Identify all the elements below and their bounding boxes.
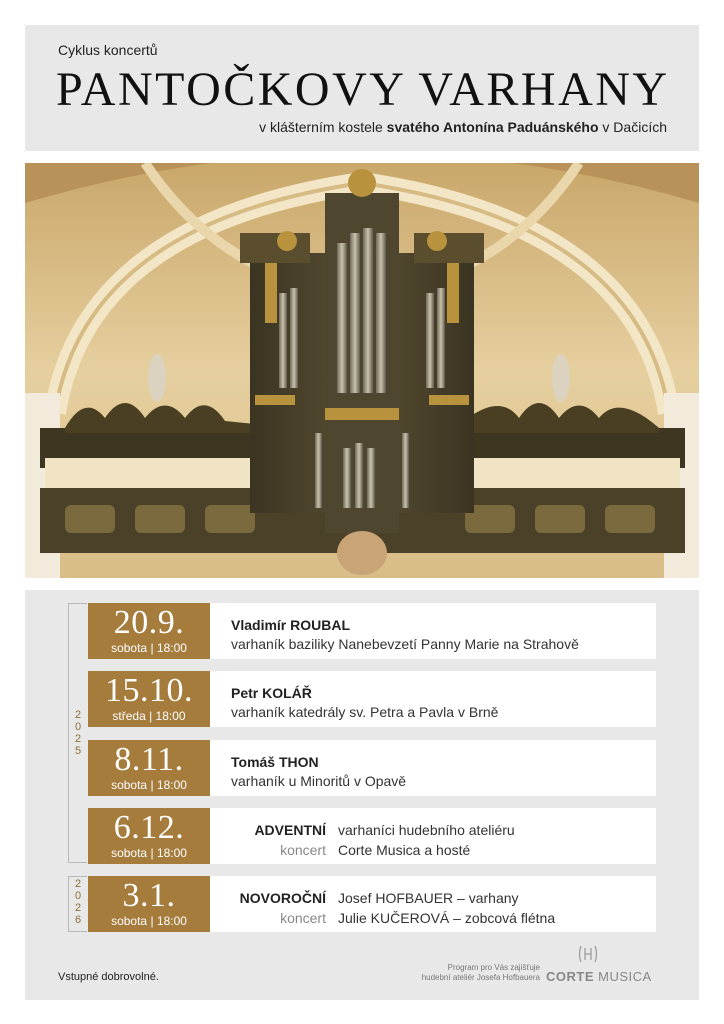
- subtitle-pre: v klášterním kostele: [259, 119, 387, 135]
- corte-musica-logo: [546, 969, 652, 984]
- subtitle: [259, 119, 667, 135]
- concert-type: NOVOROČNÍ: [239, 890, 326, 906]
- date-box: [88, 808, 210, 864]
- date-box: [88, 740, 210, 796]
- year-label-2025: [71, 709, 85, 757]
- credit-line-1: Program pro Vás zajišťuje: [447, 963, 540, 972]
- concert-row: [88, 876, 656, 932]
- concert-type-sub: koncert: [280, 842, 326, 858]
- date-box: [88, 671, 210, 727]
- organ-photo: [25, 163, 699, 578]
- page-title: PANTOČKOVY VARHANY: [56, 63, 670, 116]
- concert-type: ADVENTNÍ: [254, 822, 326, 838]
- concert-date: 20.9.: [113, 604, 185, 641]
- concert-time: středa | 18:00: [112, 709, 186, 723]
- subtitle-post: v Dačicích: [598, 119, 667, 135]
- corte-musica-logo-icon: [577, 944, 599, 969]
- performer-role: varhaník katedrály sv. Petra a Pavla v Brně: [231, 704, 499, 720]
- concert-date: 8.11.: [114, 741, 184, 778]
- concert-date: 6.12.: [113, 809, 185, 846]
- logo-rest: MUSICA: [594, 969, 652, 984]
- organizer-credit: [380, 963, 540, 983]
- performer-role: varhaník baziliky Nanebevzetí Panny Marie na Strahově: [231, 636, 579, 652]
- date-box: [88, 876, 210, 932]
- year-digits: 2026: [74, 878, 82, 926]
- concert-time: sobota | 18:00: [111, 914, 187, 928]
- concert-type-sub: koncert: [280, 910, 326, 926]
- performer-role: varhaník u Minoritů v Opavě: [231, 773, 407, 789]
- entry-note: Vstupné dobrovolné.: [58, 971, 159, 983]
- year-digits: 2025: [74, 709, 82, 757]
- credit-line-2: hudební ateliér Josefa Hofbauera: [421, 973, 540, 982]
- year-label-2026: [71, 878, 85, 926]
- concert-time: sobota | 18:00: [111, 641, 187, 655]
- performer-line-2: Corte Musica a hosté: [338, 842, 471, 858]
- performer-name: Petr KOLÁŘ: [231, 685, 312, 701]
- logo-bold: CORTE: [546, 969, 594, 984]
- performer-name: Vladimír ROUBAL: [231, 617, 351, 633]
- series-label: Cyklus koncertů: [58, 42, 158, 58]
- subtitle-bold: svatého Antonína Paduánského: [386, 119, 599, 135]
- concert-date: 3.1.: [122, 877, 176, 914]
- concert-time: sobota | 18:00: [111, 846, 187, 860]
- performer-line-2: Julie KUČEROVÁ – zobcová flétna: [338, 910, 556, 926]
- concert-time: sobota | 18:00: [111, 778, 187, 792]
- concert-row: [88, 603, 656, 659]
- concert-row: [88, 808, 656, 864]
- performer-line-1: Josef HOFBAUER – varhany: [338, 890, 519, 906]
- performer-name: Tomáš THON: [231, 754, 319, 770]
- date-box: [88, 603, 210, 659]
- concert-row: [88, 740, 656, 796]
- concert-date: 15.10.: [105, 672, 193, 709]
- concert-row: [88, 671, 656, 727]
- performer-line-1: varhaníci hudebního ateliéru: [338, 822, 515, 838]
